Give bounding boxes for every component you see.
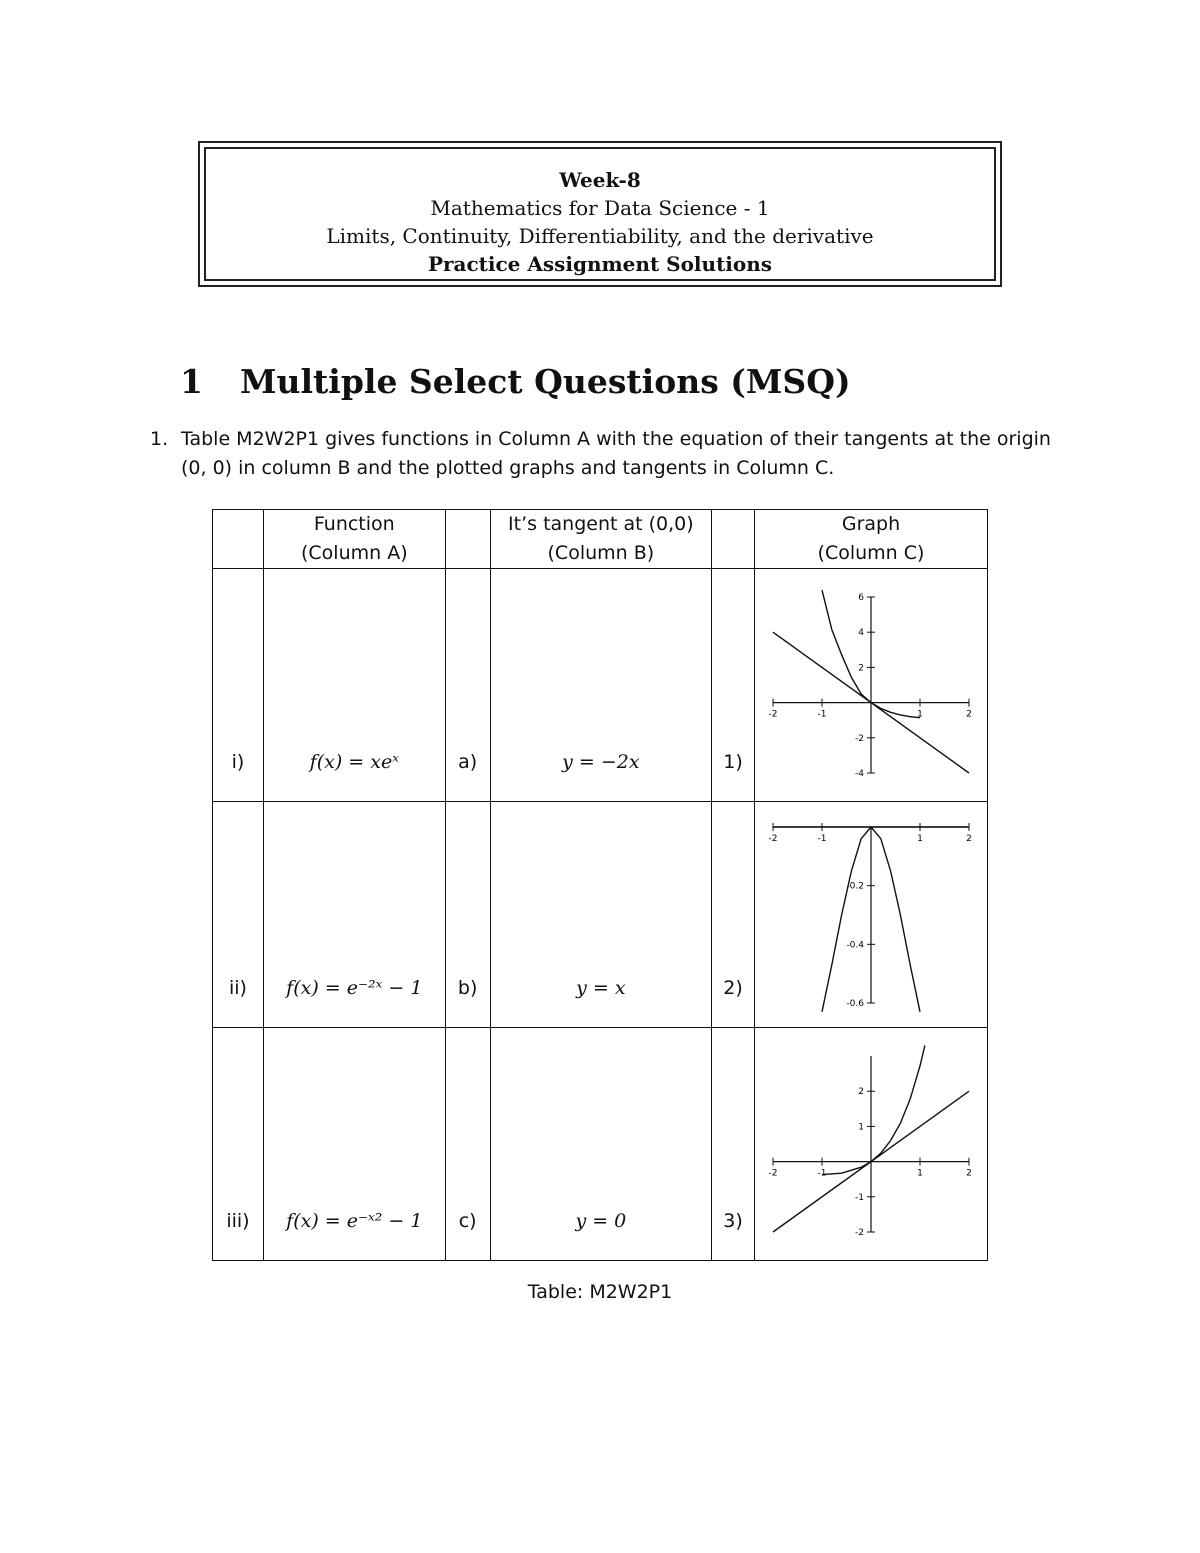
y-tick-label: -0.4 xyxy=(846,939,864,950)
header-course: Mathematics for Data Science - 1 xyxy=(430,196,770,220)
function-cell: f(x) = e⁻ˣ² − 1 xyxy=(263,1028,445,1261)
x-tick-label: -2 xyxy=(768,709,778,720)
x-tick-label: 1 xyxy=(917,833,923,844)
graph-cell xyxy=(755,569,988,802)
x-tick-label: 1 xyxy=(917,1168,923,1179)
question-number: 1. xyxy=(150,428,169,450)
question-1 xyxy=(150,425,1070,483)
graph-3-plot xyxy=(761,1044,981,1244)
match-table xyxy=(212,509,988,1261)
y-tick-label: 1 xyxy=(858,1122,864,1133)
tangent-cell: y = x xyxy=(490,802,711,1028)
y-tick-label: 2 xyxy=(858,663,864,674)
graph-cell xyxy=(755,802,988,1028)
y-tick-label: -2 xyxy=(855,733,864,744)
table-caption: Table: M2W2P1 xyxy=(527,1281,673,1303)
header-doc-type: Practice Assignment Solutions xyxy=(427,252,773,276)
header-column-c-line1: Graph xyxy=(841,513,901,535)
x-tick-label: 2 xyxy=(966,1168,972,1179)
x-tick-label: -2 xyxy=(768,1168,778,1179)
graph-1-plot xyxy=(761,585,981,785)
section-title xyxy=(180,362,851,401)
header-column-b-line1: It’s tangent at (0,0) xyxy=(508,513,694,535)
x-tick-label: 2 xyxy=(966,833,972,844)
x-tick-label: -1 xyxy=(817,833,827,844)
header-empty-cell xyxy=(712,510,755,569)
function-cell: f(x) = xeˣ xyxy=(263,569,445,802)
x-tick-label: 1 xyxy=(917,709,923,720)
section-title-text: Multiple Select Questions (MSQ) xyxy=(240,362,851,401)
header-column-c-line2: (Column C) xyxy=(817,542,925,564)
y-tick-label: -4 xyxy=(855,769,864,779)
row-roman-label: ii) xyxy=(213,802,264,1028)
x-tick-label: -1 xyxy=(817,709,827,720)
header-box xyxy=(198,141,1002,287)
x-tick-label: -1 xyxy=(817,1168,827,1179)
graph-number-label: 1) xyxy=(712,569,755,802)
y-tick-label: -0.6 xyxy=(846,998,864,1009)
table-row xyxy=(213,802,988,1028)
row-roman-label: i) xyxy=(213,569,264,802)
graph-2-plot xyxy=(761,815,981,1015)
y-tick-label: -1 xyxy=(855,1192,864,1203)
graph-cell xyxy=(755,1028,988,1261)
y-tick-label: -2 xyxy=(855,1228,864,1238)
y-tick-label: 6 xyxy=(858,593,864,603)
header-topic: Limits, Continuity, Differentiability, and the derivative xyxy=(326,224,874,248)
tangent-letter-label: b) xyxy=(445,802,490,1028)
row-roman-label: iii) xyxy=(213,1028,264,1261)
function-cell: f(x) = e⁻²ˣ − 1 xyxy=(263,802,445,1028)
tangent-cell: y = 0 xyxy=(490,1028,711,1261)
x-tick-label: -2 xyxy=(768,833,778,844)
header-empty-cell xyxy=(213,510,264,569)
tangent-cell: y = −2x xyxy=(490,569,711,802)
section-number: 1 xyxy=(180,362,203,401)
series-curve xyxy=(822,1045,925,1174)
tangent-letter-label: a) xyxy=(445,569,490,802)
header-column-a-line1: Function xyxy=(313,513,395,535)
x-tick-label: 2 xyxy=(966,709,972,720)
table-row xyxy=(213,569,988,802)
graph-number-label: 2) xyxy=(712,802,755,1028)
header-inner-frame xyxy=(204,147,996,281)
table-header-row xyxy=(213,510,988,569)
header-column-a-line2: (Column A) xyxy=(300,542,408,564)
header-week: Week-8 xyxy=(559,168,641,192)
tangent-letter-label: c) xyxy=(445,1028,490,1261)
graph-number-label: 3) xyxy=(712,1028,755,1261)
header-column-a xyxy=(263,510,445,569)
header-empty-cell xyxy=(445,510,490,569)
question-text: Table M2W2P1 gives functions in Column A with the equation of their tangents at the origin (0, 0) in column B and the plotted graphs and tangents in Column C. xyxy=(181,428,1051,479)
y-tick-label: 4 xyxy=(858,628,864,639)
y-tick-label: -0.2 xyxy=(846,881,864,892)
header-column-b xyxy=(490,510,711,569)
header-column-c xyxy=(755,510,988,569)
header-column-b-line2: (Column B) xyxy=(547,542,655,564)
table-row xyxy=(213,1028,988,1261)
y-tick-label: 2 xyxy=(858,1087,864,1098)
